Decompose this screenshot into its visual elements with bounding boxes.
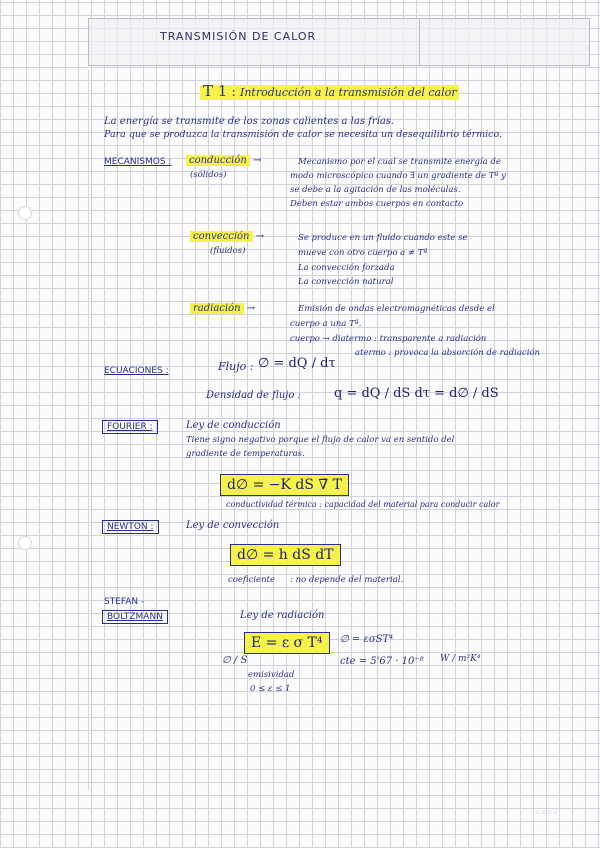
newton-equation: d∅ = h dS dT [230, 544, 341, 566]
fourier-label: FOURIER : [102, 420, 158, 434]
punch-hole [18, 536, 32, 550]
radiacion-name: radiación → [190, 303, 255, 314]
stefan-unit: W / m²K⁴ [440, 654, 481, 664]
fourier-note-2: gradiente de temperaturas. [186, 449, 305, 459]
flujo-label: Flujo : [218, 360, 254, 373]
punch-hole [18, 206, 32, 220]
fourier-equation: d∅ = −K dS ∇̄ T [220, 474, 349, 496]
conveccion-name: convección → [190, 231, 264, 242]
newton-caption-b: : no depende del material. [290, 575, 404, 585]
emisividad-label: emisividad [248, 670, 295, 680]
stefan-law: Ley de radiación [240, 610, 325, 621]
conveccion-medium: (fluidos) [210, 246, 246, 256]
newton-law: Ley de convección [186, 520, 280, 531]
mecanismos-label: MECANISMOS : [104, 157, 172, 167]
stefan-label-2: BOLTZMANN [102, 610, 168, 624]
conduccion-line: se debe a la agitación de las moléculas. [290, 185, 461, 195]
densidad-label: Densidad de flujo : [206, 390, 301, 401]
conveccion-line: La convección natural [298, 277, 394, 287]
conduccion-line: Deben estar ambos cuerpos en contacto [290, 199, 464, 209]
conduccion-name: conducción → [186, 155, 261, 166]
conduccion-line: modo microscópico cuando ∃ un gradiente de Tª y [290, 171, 506, 181]
stefan-aux: ∅ = εσST⁴ [340, 634, 394, 645]
radiacion-line: cuerpo a una Tª. [290, 319, 362, 329]
fourier-law: Ley de conducción [186, 420, 281, 431]
ecuaciones-label: ECUACIONES : [104, 366, 169, 376]
intro-line-2: Para que se produzca la transmisión de calor se necesita un desequilibrio térmico. [104, 129, 503, 140]
margin-line [88, 70, 89, 790]
page-header-title: TRANSMISIÓN DE CALOR [160, 30, 317, 43]
stefan-constant: cte = 5'67 · 10⁻⁸ [340, 656, 424, 667]
newton-caption-a: coeficiente [228, 575, 276, 585]
radiacion-line: Emisión de ondas electromagnéticas desde el [298, 304, 495, 314]
section-number: T 1 [203, 82, 228, 100]
stefan-fraction: ∅ / S [222, 655, 248, 666]
conduccion-medium: (sólidos) [190, 170, 227, 180]
flujo-equation: ∅ = dQ / dτ [258, 356, 336, 371]
emisividad-range: 0 ≤ ε ≤ 1 [250, 684, 291, 694]
page-stamp: ◦◦◦◦ [535, 808, 559, 819]
fourier-caption: conductividad térmica : capacidad del material para conducir calor [226, 500, 500, 509]
densidad-equation: q = dQ / dS dτ = d∅ / dS [334, 386, 499, 401]
radiacion-line: atermo : provoca la absorción de radiación [355, 348, 541, 358]
stefan-equation: E = ε σ T⁴ [244, 632, 330, 654]
section-title: T 1 : Introducción a la transmisión del calor [200, 82, 459, 100]
conveccion-line: mueve con otro cuerpo a ≠ Tª [298, 248, 428, 258]
conveccion-line: La convección forzada [298, 263, 395, 273]
section-title-text: Introducción a la transmisión del calor [239, 86, 457, 99]
fourier-note-1: Tiene signo negativo porque el flujo de calor va en sentido del [186, 435, 455, 445]
radiacion-line: cuerpo → diatermo : transparente a radiación [290, 334, 487, 344]
newton-label: NEWTON : [102, 520, 159, 534]
header-divider [419, 19, 420, 65]
conveccion-line: Se produce en un fluido cuando este se [298, 233, 468, 243]
conduccion-line: Mecanismo por el cual se transmite energía de [298, 157, 501, 167]
intro-line-1: La energía se transmite de los zonas calientes a las frías. [104, 116, 395, 127]
stefan-label-1: STEFAN - [104, 597, 145, 607]
